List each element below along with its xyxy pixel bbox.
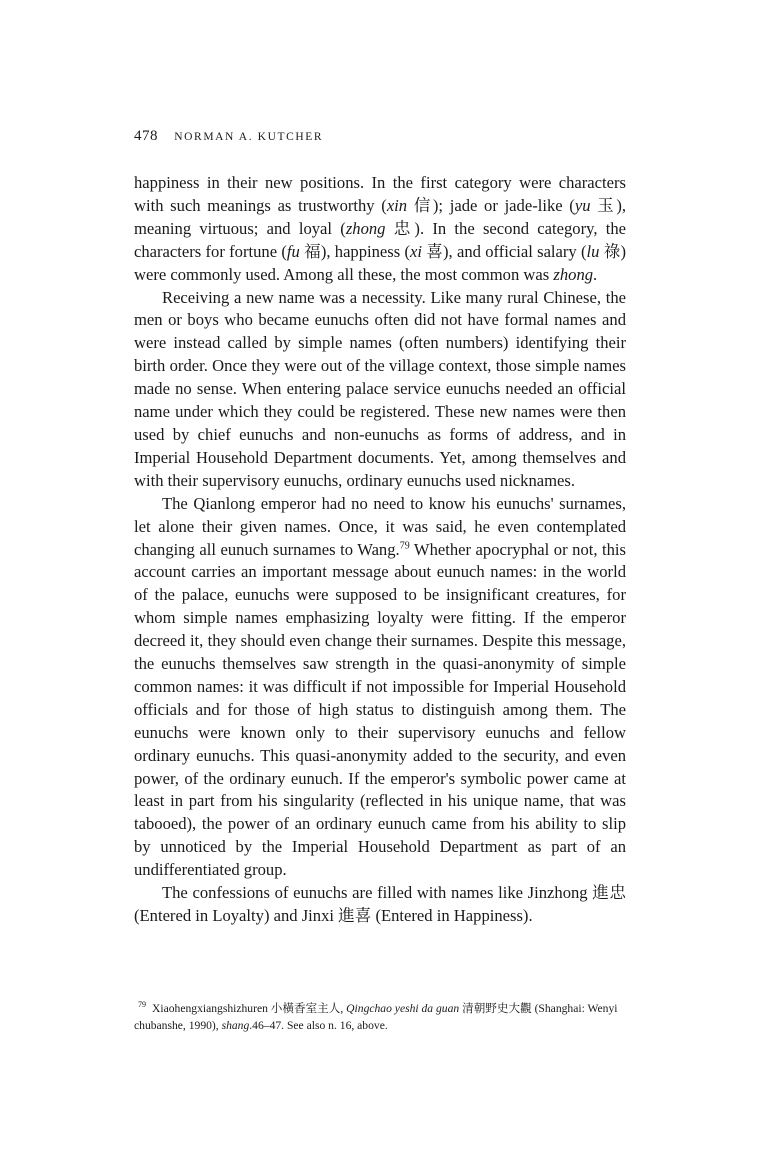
paragraph-1 xyxy=(134,172,626,287)
body-text xyxy=(134,172,626,928)
running-header xyxy=(134,128,323,145)
text-run: 喜), and official salary ( xyxy=(422,241,587,261)
pinyin-term: zhong xyxy=(345,218,386,238)
text-run: 福), happiness ( xyxy=(299,241,411,261)
pinyin-term: yu xyxy=(574,195,591,215)
text-run: 忠). In the second category, the characters for fortune ( xyxy=(134,218,627,261)
paragraph-4: The confessions of eunuchs are filled with names like Jinzhong 進忠 (Entered in Loyalty) and Jinxi 進喜 (Entered in Happiness). xyxy=(134,883,626,925)
pinyin-term: xin xyxy=(386,195,408,215)
text-run: Xiaohengxiangshizhuren 小橫香室主人, xyxy=(152,1001,347,1015)
footnote xyxy=(134,996,626,1034)
text-run: 祿) were commonly used. Among all these, the most common was xyxy=(134,241,627,284)
section-label: shang xyxy=(221,1018,250,1032)
text-run: . xyxy=(593,264,598,284)
text-run: 玉), meaning virtuous; and loyal ( xyxy=(134,195,626,238)
footnote-number: 79 xyxy=(138,1000,146,1009)
text-run: The Qianlong emperor had no need to know his eunuchs' surnames, let alone their given names. Once, it was said, he even contemplated changing all eunuch surnames to Wang. xyxy=(134,493,626,559)
text-run: .46–47. See also n. 16, above. xyxy=(249,1018,388,1032)
book-title: Qingchao yeshi da guan xyxy=(346,1001,460,1015)
text-run: Whether apocryphal or not, this account carries an important message about eunuch names: in the world of the palace, eunuchs were supposed to be insignificant creatures, for whom simple names emphasizing loyalty were fitting. If the emperor decreed it, they should even change their surnames. Despite this message, the eunuchs themselves saw strength in the quasi-anonymity of simple common names: it was difficult if not impossible for Imperial Household officials and for those of high status to distinguish among them. The eunuchs were known only to their supervisory eunuchs and fellow ordinary eunuchs. This quasi-anonymity added to the security, and even power, of the ordinary eunuch. If the emperor's symbolic power came at least in part from his singularity (reflected in his unique name, that was tabooed), the power of an ordinary eunuch came from his ability to slip by unnoticed by the Imperial Household Department as part of an undifferentiated group. xyxy=(134,539,627,880)
pinyin-term: zhong xyxy=(553,264,594,284)
paragraph-3 xyxy=(134,493,626,882)
pinyin-term: xi xyxy=(410,241,423,261)
paragraph-2: Receiving a new name was a necessity. Like many rural Chinese, the men or boys who became eunuchs often did not have formal names and were instead called by simple names (often numbers) identifying their birth order. Once they were out of the village context, those simple names made no sense. When entering palace service eunuchs needed an official name under which they could be registered. These new names were then used by chief eunuchs and non-eunuchs as forms of address, and in Imperial Household Department documents. Yet, among themselves and with their supervisory eunuchs, ordinary eunuchs used nicknames. xyxy=(134,287,626,490)
text-run: happiness in their new positions. In the first category were characters with such meanings as trustworthy ( xyxy=(134,173,626,215)
text-run: 清朝野史大觀 (Shanghai: Wenyi chubanshe, 1990), xyxy=(134,1001,618,1032)
pinyin-term: fu xyxy=(286,241,300,261)
text-run: 信); jade or jade-like ( xyxy=(407,195,575,215)
page-number: 478 xyxy=(134,128,158,144)
pinyin-term: lu xyxy=(586,241,600,261)
running-header-author: NORMAN A. KUTCHER xyxy=(174,131,324,143)
footnote-reference[interactable]: 79 xyxy=(399,539,410,551)
